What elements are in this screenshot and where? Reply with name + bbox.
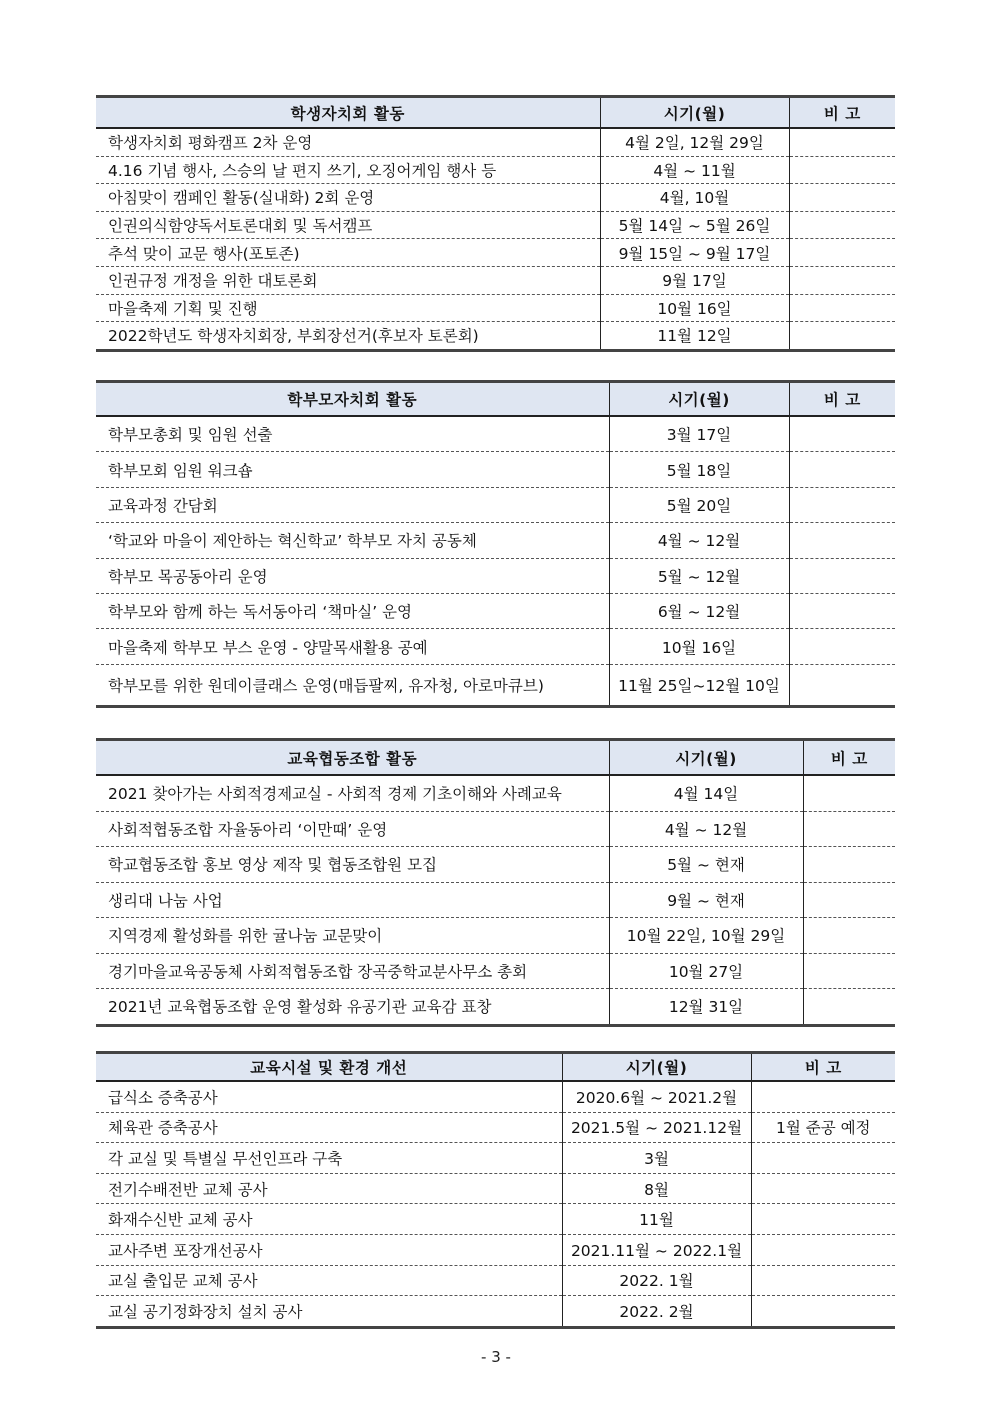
remarks-cell [803,953,895,989]
remarks-cell [789,416,895,452]
period-cell: 5월 ~ 12월 [609,558,789,593]
remarks-cell [751,1081,895,1112]
activity-cell: 급식소 증축공사 [96,1081,562,1112]
remarks-cell [789,558,895,593]
activity-cell: 2021년 교육협동조합 운영 활성화 유공기관 교육감 표창 [108,998,492,1017]
table-row [96,1265,895,1296]
period-column-header: 시기(월) [562,1053,751,1082]
table-row [96,1173,895,1204]
table-row [96,775,895,811]
remarks-cell [789,593,895,628]
activity-cell: 학부모와 함께 하는 독서동아리 ‘책마실’ 운영 [96,593,609,628]
activity-cell: 경기마을교육공동체 사회적협동조합 장곡중학교분사무소 총회 [96,953,609,989]
activity-cell: 생리대 나눔 사업 [96,882,609,918]
remarks-column-header: 비 고 [751,1053,895,1082]
period-cell: 5월 14일 ~ 5월 26일 [600,211,789,239]
remarks-cell [803,989,895,1026]
activity-cell: 학부모를 위한 원데이클래스 운영(매듭팔찌, 유자청, 아로마큐브) [108,676,544,695]
table-row [96,664,895,706]
period-cell: 11월 25일~12월 10일 [609,664,789,706]
period-cell: 4월 ~ 11월 [600,156,789,184]
education-cooperative-table [96,738,895,1027]
period-cell: 5월 ~ 현재 [609,847,803,883]
activity-cell: 2021 찾아가는 사회적경제교실 - 사회적 경제 기초이해와 사례교육 [96,775,609,811]
activity-cell: 학부모총회 및 임원 선출 [96,416,609,452]
table-header-row [96,740,895,776]
table-header-row [96,1053,895,1082]
table-row [96,452,895,487]
remarks-column-header: 비 고 [789,382,895,417]
table-row [96,523,895,558]
activity-cell: 각 교실 및 특별실 무선인프라 구축 [96,1143,562,1174]
table-row [96,211,895,239]
activity-cell: 인권의식함양독서토론대회 및 독서캠프 [96,211,600,239]
remarks-column-header: 비 고 [803,740,895,776]
remarks-cell: 1월 준공 예정 [751,1112,895,1143]
table-row [96,811,895,847]
table-row [96,1143,895,1174]
remarks-cell [789,523,895,558]
remarks-cell [751,1296,895,1328]
table-row [96,1204,895,1235]
activity-cell: 학생자치회 평화캠프 2차 운영 [96,128,600,156]
period-cell: 2022. 2월 [562,1296,751,1328]
period-cell: 9월 ~ 현재 [609,882,803,918]
remarks-cell [751,1173,895,1204]
period-cell: 11월 [562,1204,751,1235]
period-cell: 3월 [562,1143,751,1174]
remarks-cell [803,882,895,918]
remarks-cell [789,664,895,706]
period-cell: 9월 15일 ~ 9월 17일 [600,239,789,267]
table-row [96,266,895,294]
period-column-header: 시기(월) [600,97,789,129]
table-row [96,882,895,918]
period-cell: 10월 16일 [600,294,789,322]
remarks-cell [789,211,895,239]
facility-improvement-table [96,1051,895,1329]
period-cell: 4월 ~ 12월 [609,523,789,558]
remarks-cell [789,452,895,487]
activity-column-header: 학부모자치회 활동 [96,382,609,417]
remarks-cell [789,629,895,664]
period-column-header: 시기(월) [609,740,803,776]
table-row [96,953,895,989]
remarks-cell [789,128,895,156]
period-cell: 2020.6월 ~ 2021.2월 [562,1081,751,1112]
activity-cell: 마을축제 학부모 부스 운영 - 양말목새활용 공예 [96,629,609,664]
remarks-cell [751,1204,895,1235]
activity-cell: 인권규정 개정을 위한 대토론회 [96,266,600,294]
table-row [96,1296,895,1328]
activity-cell: 추석 맞이 교문 행사(포토존) [96,239,600,267]
remarks-cell [789,322,895,351]
activity-cell: 아침맞이 캠페인 활동(실내화) 2회 운영 [96,184,600,212]
activity-cell: 지역경제 활성화를 위한 귤나눔 교문맞이 [96,918,609,954]
activity-column-header: 교육협동조합 활동 [96,740,609,776]
period-cell: 11월 12일 [600,322,789,351]
activity-column-header: 교육시설 및 환경 개선 [96,1053,562,1082]
period-cell: 4월, 10월 [600,184,789,212]
remarks-cell [789,156,895,184]
period-cell: 4월 ~ 12월 [609,811,803,847]
period-cell: 3월 17일 [609,416,789,452]
table-row [96,593,895,628]
activity-cell: 4.16 기념 행사, 스승의 날 편지 쓰기, 오징어게임 행사 등 [96,156,600,184]
period-cell: 2021.11월 ~ 2022.1월 [562,1234,751,1265]
page-number: - 3 - [481,1348,511,1366]
remarks-cell [789,266,895,294]
period-cell: 4월 14일 [609,775,803,811]
student-council-table [96,95,895,352]
table-row [96,1112,895,1143]
remarks-cell [803,918,895,954]
table-row [96,487,895,522]
period-cell: 4월 2일, 12월 29일 [600,128,789,156]
activity-cell: 화재수신반 교체 공사 [96,1204,562,1235]
table-row [96,156,895,184]
table-row [96,322,895,351]
activity-cell: 교실 공기정화장치 설치 공사 [108,1302,303,1321]
remarks-cell [803,811,895,847]
period-cell: 2022. 1월 [562,1265,751,1296]
activity-cell: 교실 출입문 교체 공사 [96,1265,562,1296]
activity-column-header: 학생자치회 활동 [96,97,600,129]
period-cell: 10월 16일 [609,629,789,664]
table-row [96,989,895,1026]
period-cell: 10월 22일, 10월 29일 [609,918,803,954]
table-row [96,294,895,322]
period-column-header: 시기(월) [609,382,789,417]
period-cell: 5월 18일 [609,452,789,487]
table-row [96,1081,895,1112]
parent-council-table [96,380,895,708]
table-header-row [96,97,895,129]
activity-cell: 학교협동조합 홍보 영상 제작 및 협동조합원 모집 [96,847,609,883]
remarks-cell [751,1234,895,1265]
activity-cell: 학부모 목공동아리 운영 [96,558,609,593]
remarks-cell [803,847,895,883]
activity-cell: ‘학교와 마을이 제안하는 혁신학교’ 학부모 자치 공동체 [96,523,609,558]
remarks-cell [789,487,895,522]
table-row [96,128,895,156]
table-row [96,416,895,452]
table-row [96,239,895,267]
activity-cell: 2022학년도 학생자치회장, 부회장선거(후보자 토론회) [108,327,479,346]
activity-cell: 학부모회 임원 워크숍 [96,452,609,487]
table-header-row [96,382,895,417]
remarks-column-header: 비 고 [789,97,895,129]
period-cell: 10월 27일 [609,953,803,989]
remarks-cell [789,294,895,322]
table-row [96,847,895,883]
table-row [96,1234,895,1265]
period-cell: 6월 ~ 12월 [609,593,789,628]
remarks-cell [789,184,895,212]
remarks-cell [751,1143,895,1174]
table-row [96,184,895,212]
activity-cell: 사회적협동조합 자율동아리 ‘이만때’ 운영 [96,811,609,847]
table-row [96,629,895,664]
activity-cell: 마을축제 기획 및 진행 [96,294,600,322]
period-cell: 2021.5월 ~ 2021.12월 [562,1112,751,1143]
activity-cell: 교육과정 간담회 [96,487,609,522]
period-cell: 5월 20일 [609,487,789,522]
remarks-cell [789,239,895,267]
period-cell: 12월 31일 [609,989,803,1026]
period-cell: 8월 [562,1173,751,1204]
period-cell: 9월 17일 [600,266,789,294]
activity-cell: 체육관 증축공사 [96,1112,562,1143]
remarks-cell [803,775,895,811]
remarks-cell [751,1265,895,1296]
activity-cell: 전기수배전반 교체 공사 [96,1173,562,1204]
table-row [96,918,895,954]
activity-cell: 교사주변 포장개선공사 [96,1234,562,1265]
table-row [96,558,895,593]
